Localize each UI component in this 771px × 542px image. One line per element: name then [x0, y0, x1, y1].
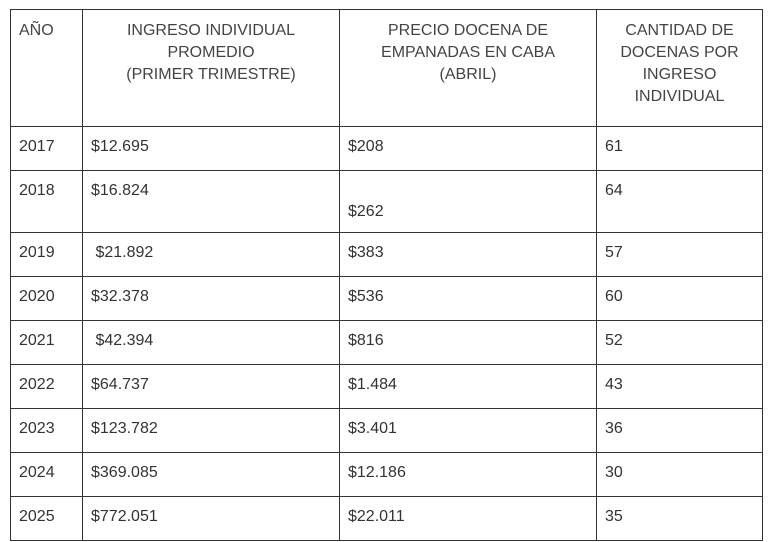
- cell-year: 2025: [11, 497, 83, 541]
- cell-income: $369.085: [83, 453, 340, 497]
- table-header-row: [11, 10, 763, 127]
- cell-price-value: $262: [348, 203, 384, 220]
- cell-year: 2022: [11, 365, 83, 409]
- cell-year: 2024: [11, 453, 83, 497]
- cell-year: 2020: [11, 277, 83, 321]
- cell-dozens: 57: [597, 233, 763, 277]
- cell-dozens: 43: [597, 365, 763, 409]
- cell-year: 2019: [11, 233, 83, 277]
- cell-income: $123.782: [83, 409, 340, 453]
- header-empanadas-price: PRECIO DOCENA DE EMPANADAS EN CABA (ABRIL): [340, 10, 597, 127]
- cell-dozens: 35: [597, 497, 763, 541]
- empanadas-income-table: [10, 9, 763, 541]
- table-row: [11, 497, 763, 541]
- cell-year: 2021: [11, 321, 83, 365]
- table-row: [11, 365, 763, 409]
- cell-price: $383: [340, 233, 597, 277]
- cell-dozens: 52: [597, 321, 763, 365]
- header-year: AÑO: [11, 10, 83, 127]
- cell-price: $22.011: [340, 497, 597, 541]
- cell-income: $64.737: [83, 365, 340, 409]
- table-row: [11, 321, 763, 365]
- table-row: [11, 127, 763, 171]
- cell-price: $816: [340, 321, 597, 365]
- cell-price: [340, 171, 597, 233]
- cell-dozens: 36: [597, 409, 763, 453]
- cell-dozens: 61: [597, 127, 763, 171]
- table-row: [11, 453, 763, 497]
- table-row: [11, 171, 763, 233]
- cell-dozens: 30: [597, 453, 763, 497]
- cell-price: $536: [340, 277, 597, 321]
- table-row: [11, 409, 763, 453]
- cell-income: $42.394: [83, 321, 340, 365]
- cell-year: 2023: [11, 409, 83, 453]
- header-income: INGRESO INDIVIDUAL PROMEDIO (PRIMER TRIMESTRE): [83, 10, 340, 127]
- cell-price: $3.401: [340, 409, 597, 453]
- cell-income: $16.824: [83, 171, 340, 233]
- cell-dozens: 64: [597, 171, 763, 233]
- table-row: [11, 233, 763, 277]
- cell-income: $32.378: [83, 277, 340, 321]
- cell-income: $21.892: [83, 233, 340, 277]
- header-dozens-per-income: CANTIDAD DE DOCENAS POR INGRESO INDIVIDUAL: [597, 10, 763, 127]
- cell-year: 2017: [11, 127, 83, 171]
- cell-price: $1.484: [340, 365, 597, 409]
- cell-price: $208: [340, 127, 597, 171]
- cell-income: $12.695: [83, 127, 340, 171]
- table-row: [11, 277, 763, 321]
- cell-dozens: 60: [597, 277, 763, 321]
- cell-income: $772.051: [83, 497, 340, 541]
- cell-price: $12.186: [340, 453, 597, 497]
- cell-year: 2018: [11, 171, 83, 233]
